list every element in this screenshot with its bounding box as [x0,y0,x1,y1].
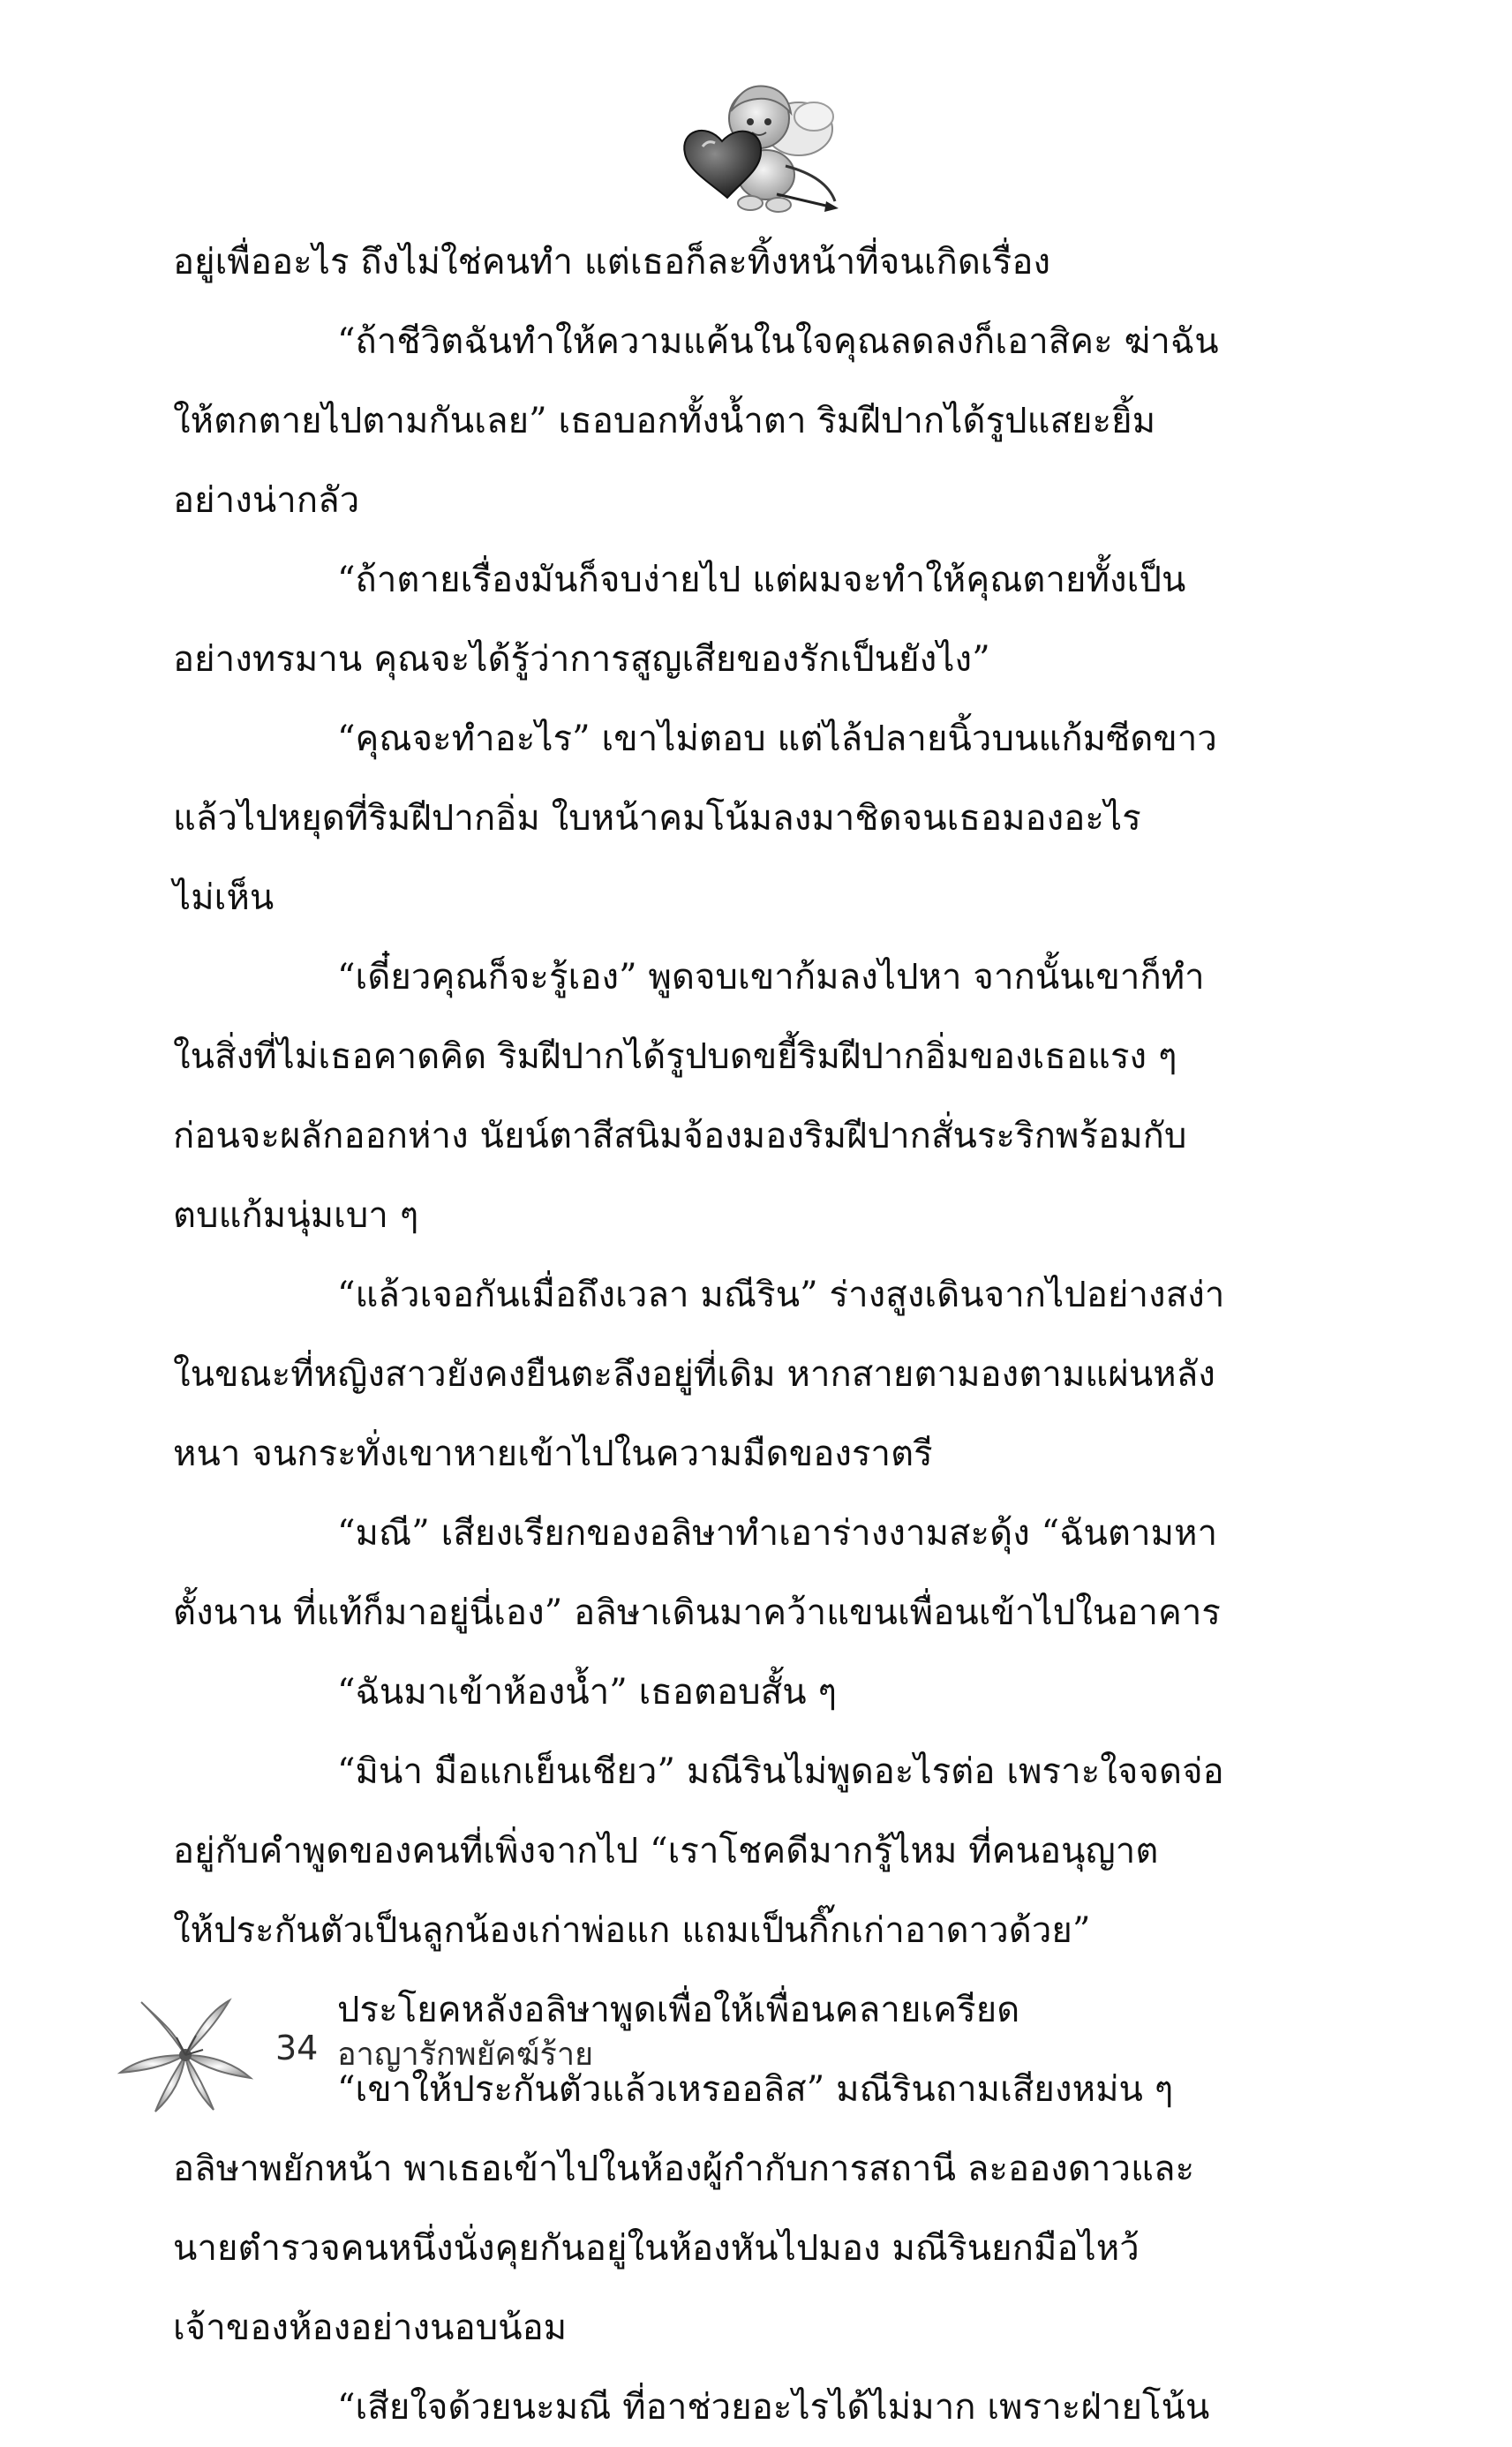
text-line: ให้ตกตายไปตามกันเลย” เธอบอกทั้งน้ำตา ริมฝีปากได้รูปแสยะยิ้ม [173,401,1156,441]
text-line: “มณี” เสียงเรียกของอลิษาทำเอาร่างงามสะดุ้ง “ฉันตามหา [337,1513,1218,1554]
cupid-with-heart-icon [653,78,847,219]
text-line: “เขาให้ประกันตัวแล้วเหรออลิส” มณีรินถามเสียงหม่น ๆ [337,2069,1174,2110]
text-line: “ถ้าชีวิตฉันทำให้ความแค้นในใจคุณลดลงก็เอาสิคะ ฆ่าฉัน [337,321,1219,362]
text-line: “เสียใจด้วยนะมณี ที่อาช่วยอะไรได้ไม่มาก เพราะฝ่ายโน้น [337,2387,1210,2428]
lily-flower-icon [115,1993,256,2117]
text-line: “มิน่า มือแกเย็นเชียว” มณีรินไม่พูดอะไรต่อ เพราะใจจดจ่อ [337,1751,1224,1792]
text-line: อย่างน่ากลัว [173,480,360,521]
text-line: ให้ประกันตัวเป็นลูกน้องเก่าพ่อแก แถมเป็นกิ๊กเก่าอาดาวด้วย” [173,1910,1091,1951]
text-line: ประโยคหลังอลิษาพูดเพื่อให้เพื่อนคลายเครียด [337,1990,1020,2030]
book-title: อาญารักพยัคฆ์ร้าย [337,2037,594,2073]
text-line: “เดี๋ยวคุณก็จะรู้เอง” พูดจบเขาก้มลงไปหา จากนั้นเขาก็ทำ [337,957,1205,998]
text-line: แล้วไปหยุดที่ริมฝีปากอิ่ม ใบหน้าคมโน้มลงมาชิดจนเธอมองอะไร [173,798,1141,839]
text-line: อลิษาพยักหน้า พาเธอเข้าไปในห้องผู้กำกับการสถานี ละอองดาวและ [173,2149,1195,2189]
text-line: อยู่กับคำพูดของคนที่เพิ่งจากไป “เราโชคดีมากรู้ไหม ที่คนอนุญาต [173,1831,1159,1871]
text-line: ก่อนจะผลักออกห่าง นัยน์ตาสีสนิมจ้องมองริมฝีปากสั่นระริกพร้อมกับ [173,1116,1187,1156]
text-line: ในขณะที่หญิงสาวยังคงยืนตะลึงอยู่ที่เดิม หากสายตามองตามแผ่นหลัง [173,1354,1215,1395]
text-line: “แล้วเจอกันเมื่อถึงเวลา มณีริน” ร่างสูงเดินจากไปอย่างสง่า [337,1275,1225,1315]
text-line: ในสิ่งที่ไม่เธอคาดคิด ริมฝีปากได้รูปบดขยี้ริมฝีปากอิ่มของเธอแรง ๆ [173,1036,1177,1077]
text-line: อย่างทรมาน คุณจะได้รู้ว่าการสูญเสียของรักเป็นยังไง” [173,639,990,680]
page-number: 34 [275,2029,319,2067]
text-line: เจ้าของห้องอย่างนอบน้อม [173,2308,568,2348]
text-line: ไม่เห็น [173,877,275,918]
text-line: หนา จนกระทั่งเขาหายเข้าไปในความมืดของราตรี [173,1434,933,1474]
text-line: ตั้งนาน ที่แท้ก็มาอยู่นี่เอง” อลิษาเดินมาคว้าแขนเพื่อนเข้าไปในอาคาร [173,1592,1222,1633]
text-line: นายตำรวจคนหนึ่งนั่งคุยกันอยู่ในห้องหันไปมอง มณีรินยกมือไหว้ [173,2228,1140,2269]
text-line: ตบแก้มนุ่มเบา ๆ [173,1195,419,1236]
text-line: “คุณจะทำอะไร” เขาไม่ตอบ แต่ไล้ปลายนิ้วบนแก้มซีดขาว [337,719,1217,759]
text-line: “ฉันมาเข้าห้องน้ำ” เธอตอบสั้น ๆ [337,1672,838,1713]
text-line: อยู่เพื่ออะไร ถึงไม่ใช่คนทำ แต่เธอก็ละทิ้งหน้าที่จนเกิดเรื่อง [173,242,1051,282]
text-line: “ถ้าตายเรื่องมันก็จบง่ายไป แต่ผมจะทำให้คุณตายทั้งเป็น [337,560,1186,600]
page-footer [106,1993,741,2117]
